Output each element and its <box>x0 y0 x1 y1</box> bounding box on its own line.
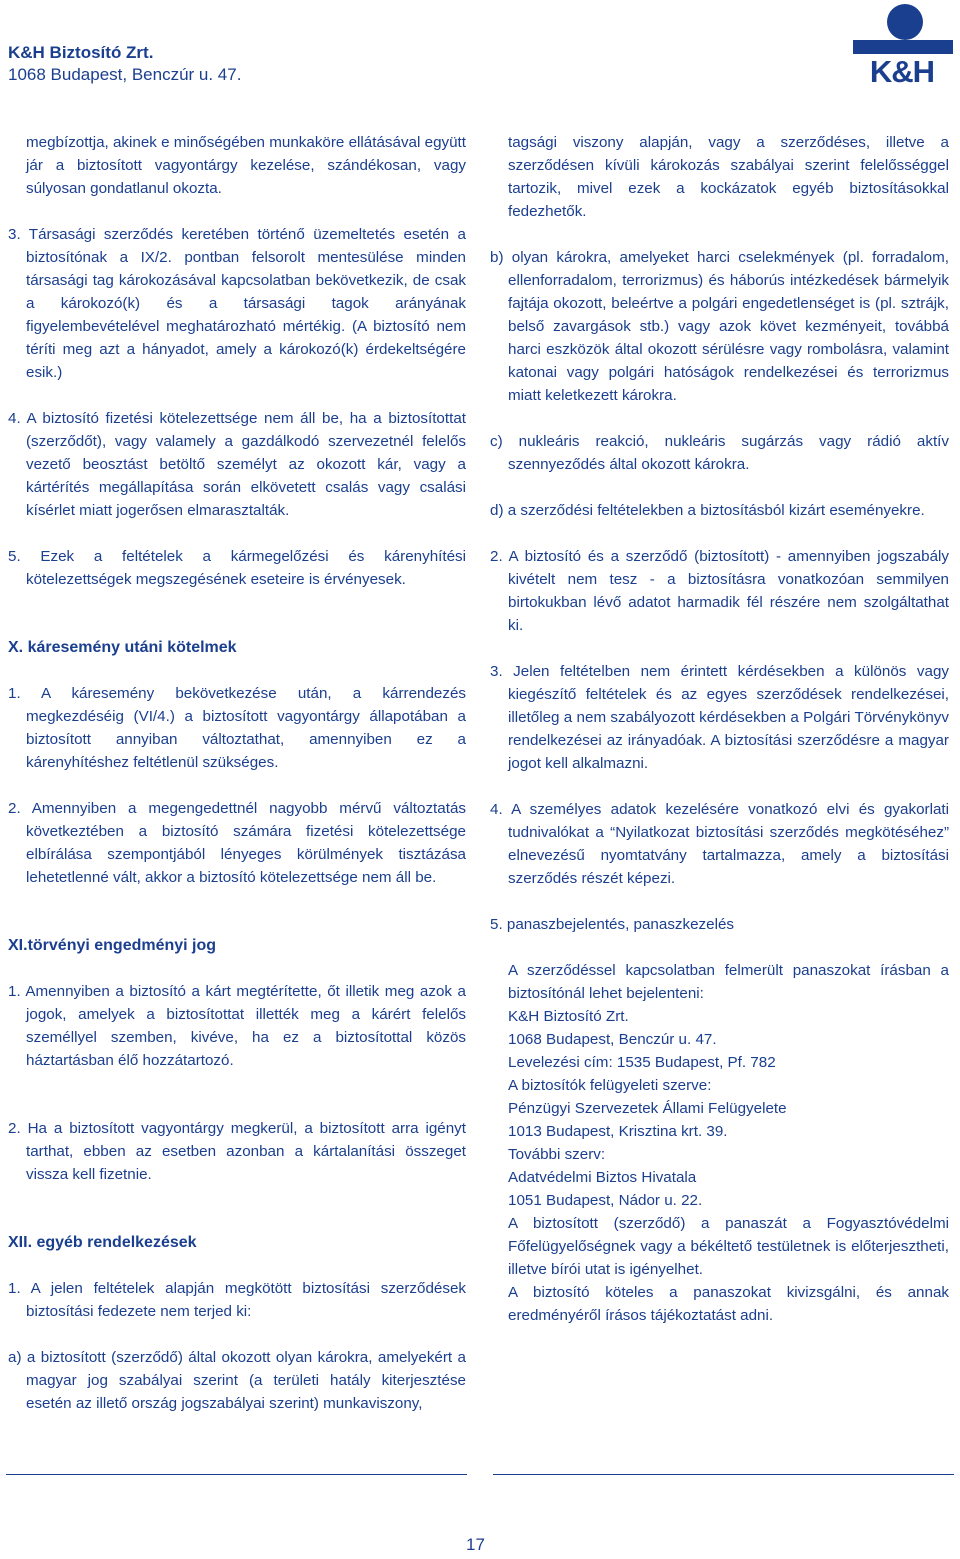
section-heading-xi: XI.törvényi engedményi jog <box>8 937 217 954</box>
paragraph-4: 4. A személyes adatok kezelésére vonatkozó elvi és gyakorlati tudnivalókat a “Nyilatkozat biztosítási szerződés megkötéséhez” elnevezésű nyomtatvány tartalmazza, amely a biztosítási szerződés részét képezi. <box>490 801 949 887</box>
contact-line: Levelezési cím: 1535 Budapest, Pf. 782 <box>508 1054 776 1071</box>
section-heading-x: X. káresemény utáni kötelmek <box>8 639 237 656</box>
contact-line: Adatvédelmi Biztos Hivatala <box>508 1169 697 1186</box>
section-heading-xii: XII. egyéb rendelkezések <box>8 1234 197 1251</box>
company-info <box>8 42 241 86</box>
page-number: 17 <box>466 1535 485 1554</box>
contact-line: 1068 Budapest, Benczúr u. 47. <box>508 1031 717 1048</box>
complaint-block <box>490 959 949 1327</box>
contact-line: További szerv: <box>508 1146 606 1163</box>
complaint-intro: A szerződéssel kapcsolatban felmerült panaszokat írásban a biztosítónál lehet bejelenteni: <box>508 962 949 1002</box>
paragraph-c: c) nukleáris reakció, nukleáris sugárzás vagy rádió aktív szennyeződés által okozott károkra. <box>490 433 949 473</box>
paragraph-5: 5. Ezek a feltételek a kármegelőzési és kárenyhítési kötelezettségek megszegésének eseteire is érvényesek. <box>8 548 466 588</box>
logo-ball-icon <box>887 4 923 40</box>
paragraph-3: 3. Társasági szerződés keretében történő üzemeltetés esetén a biztosítónak a IX/2. pontban felsorolt mentesülése minden társasági tag károkozásával kapcsolatban bekövetkezik, de csak a károkozó(k) és a társasági tagok arányának figyelembevételével meghatározható mértékig. (A biztosító nem téríti meg azt a hányadot, amely a károkozó(k) érdekeltségére esik.) <box>8 226 466 381</box>
paragraph-d: d) a szerződési feltételekben a biztosításból kizárt eseményekre. <box>490 502 925 519</box>
paragraph-3: 3. Jelen feltételben nem érintett kérdésekben a különös vagy kiegészítő feltételek és az egyes szerződések rendelkezései, illetőleg a nem szabályozott kérdésekben a Polgári Törvénykönyv rendelkezései az irányadóak. A biztosítási szerződésre a magyar jogot kell alkalmazni. <box>490 663 949 772</box>
contact-line: 1013 Budapest, Krisztina krt. 39. <box>508 1123 728 1140</box>
right-column <box>490 131 949 1327</box>
contact-line: K&H Biztosító Zrt. <box>508 1008 629 1025</box>
paragraph-b: b) olyan károkra, amelyeket harci cselekmények (pl. forradalom, ellenforradalom, terrorizmus) és háborús intézkedések bármelyik fajtája okozott, beleértve a polgári engedetlenséget is (pl. sztrájk, belső zavargások stb.) vagy azok követ kezményeit, továbbá harci eszközök által okozott sérülésre vagy rombolásra, valamint katonai vagy polgári hatóságok rendelkezései és terrorizmus miatt keletkezett károkra. <box>490 249 949 404</box>
paragraph-2: 2. A biztosító és a szerződő (biztosított) - amennyiben jogszabály kivételt nem tesz - a biztosításra vonatkozóan semmilyen birtokukban lévő adatot harmadik fél részére nem szolgáltathat ki. <box>490 548 949 634</box>
paragraph-4: 4. A biztosító fizetési kötelezettsége nem áll be, ha a biztosítottat (szerződőt), vagy valamely a gazdálkodó szervezetnél felelős vezető beosztást betöltő személyt az okozott kár, vagy a kártérítés megállapítása során elkövetett csalás vagy csalási kísérlet miatt jogerősen elmarasztalták. <box>8 410 466 519</box>
page-header <box>0 0 960 100</box>
paragraph-x-2: 2. Amennyiben a megengedettnél nagyobb mérvű változtatás következtében a biztosító számára fizetési kötelezettsége elbírálása szempontjából lényeges körülmények tisztázása lehetetlenné vált, akkor a biztosító kötelezettsége nem áll be. <box>8 800 466 886</box>
logo-bar <box>853 40 953 54</box>
contact-line: A biztosítók felügyeleti szerve: <box>508 1077 712 1094</box>
company-name: K&H Biztosító Zrt. <box>8 43 154 62</box>
paragraph-xii-1: 1. A jelen feltételek alapján megkötött biztosítási szerződések biztosítási fedezete nem terjed ki: <box>8 1280 466 1320</box>
paragraph-xi-2: 2. Ha a biztosított vagyontárgy megkerül, a biztosított arra igényt tarthat, ebben az esetben azonban a kártalanítási összeget vissza kell fizetnie. <box>8 1120 466 1183</box>
logo-text: K&H <box>869 54 935 89</box>
contact-line: Pénzügyi Szervezetek Állami Felügyelete <box>508 1100 787 1117</box>
company-address: 1068 Budapest, Benczúr u. 47. <box>8 65 242 84</box>
footer-divider <box>6 1474 954 1475</box>
complaint-note: A biztosító köteles a panaszokat kivizsgálni, és annak eredményéről írásos tájékoztatást adni. <box>508 1284 949 1324</box>
paragraph-x-1: 1. A káresemény bekövetkezése után, a kárrendezés megkezdéséig (VI/4.) a biztosított vagyontárgy állapotában a biztosított annyiban változtathat, amennyiben ez a kárenyhítéshez feltétlenül szükséges. <box>8 685 466 771</box>
paragraph-xii-a: a) a biztosított (szerződő) által okozott olyan károkra, amelyekért a magyar jog szabályai szerint (a területi hatály kiterjesztése esetén az illető ország jogszabályai szerint) munkaviszony, <box>8 1349 466 1412</box>
paragraph: tagsági viszony alapján, vagy a szerződéses, illetve a szerződésen kívüli károkozás szabályai szerint felelősséggel tartozik, mivel ezek a kockázatok egyéb biztosításokkal fedezhetők. <box>508 134 949 220</box>
kh-logo <box>849 4 955 89</box>
paragraph: megbízottja, akinek e minőségében munkaköre ellátásával együtt jár a biztosított vagyontárgy kezelése, szándékosan, vagy súlyosan gondatlanul okozta. <box>26 134 466 197</box>
paragraph-xi-1: 1. Amennyiben a biztosító a kárt megtérítette, őt illetik meg azok a jogok, amelyek a biztosítottat illették meg a kárért felelős személlyel szemben, kivéve, ha ez a biztosítottal közös háztartásban élő hozzátartozó. <box>8 983 466 1069</box>
left-column <box>8 131 466 1415</box>
complaint-note: A biztosított (szerződő) a panaszát a Fogyasztóvédelmi Főfelügyelőségnek vagy a békéltető testületnek is előterjesztheti, illetve bírói utat is igényelhet. <box>508 1215 949 1278</box>
contact-line: 1051 Budapest, Nádor u. 22. <box>508 1192 703 1209</box>
paragraph-5: 5. panaszbejelentés, panaszkezelés <box>490 916 735 933</box>
